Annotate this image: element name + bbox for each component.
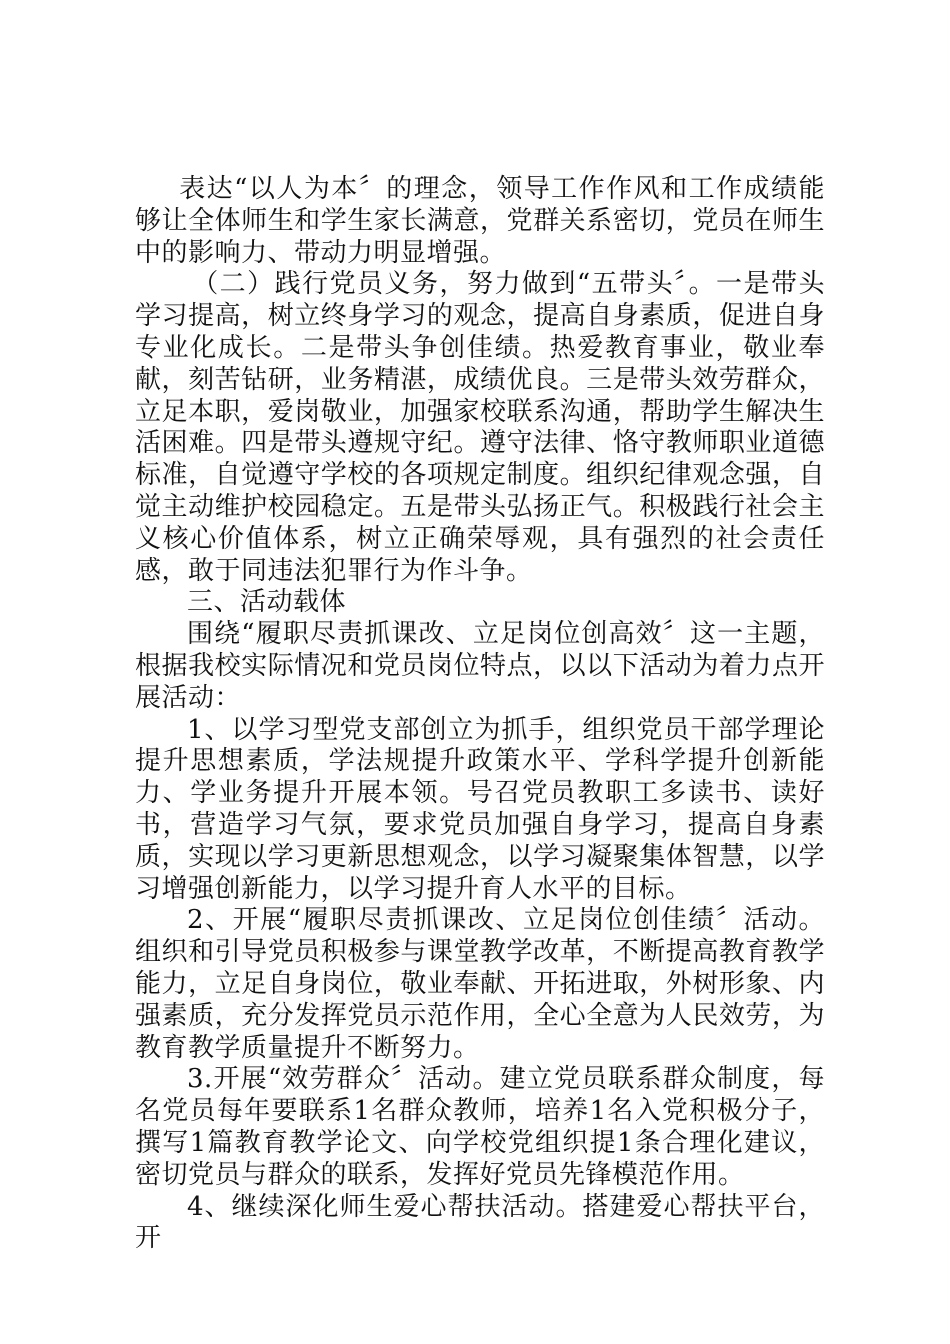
paragraph-2: （二）践行党员义务，努力做到“五带头〞。一是带头学习提高，树立终身学习的观念，提高自身素质，促进自身专业化成长。二是带头争创佳绩。热爱教育事业，敬业奉献，刻苦钻研，业务精湛，成绩优良。三是带头效劳群众，立足本职，爱岗敬业，加强家校联系沟通，帮助学生解决生活困难。四是带头遵规守纪。遵守法律、恪守教师职业道德标准，自觉遵守学校的各项规定制度。组织纪律观念强，自觉主动维护校园稳定。五是带头弘扬正气。积极践行社会主义核心价值体系，树立正确荣辱观，具有强烈的社会责任感，敢于同违法犯罪行为作斗争。	[135, 269, 825, 586]
paragraph-5: 2、开展“履职尽责抓课改、立足岗位创佳绩〞活动。组织和引导党员积极参与课堂教学改革，不断提高教育教学能力，立足自身岗位，敬业奉献、开拓进取，外树形象、内强素质，充分发挥党员示范作用，全心全意为人民效劳，为教育教学质量提升不断努力。	[135, 905, 825, 1063]
document-body	[135, 174, 825, 1255]
paragraph-4: 1、以学习型党支部创立为抓手，组织党员干部学理论提升思想素质，学法规提升政策水平、学科学提升创新能力、学业务提升开展本领。号召党员教职工多读书、读好书，营造学习气氛，要求党员加强自身学习，提高自身素质，实现以学习更新思想观念，以学习凝聚集体智慧，以学习增强创新能力，以学习提升育人水平的目标。	[135, 714, 825, 904]
paragraph-1: 表达“以人为本〞的理念，领导工作作风和工作成绩能够让全体师生和学生家长满意，党群关系密切，党员在师生中的影响力、带动力明显增强。	[135, 174, 825, 268]
paragraph-7: 4、继续深化师生爱心帮扶活动。搭建爱心帮扶平台，开	[135, 1191, 825, 1254]
paragraph-3: 围绕“履职尽责抓课改、立足岗位创高效〞这一主题，根据我校实际情况和党员岗位特点，以以下活动为着力点开展活动：	[135, 619, 825, 713]
section-heading: 三、活动载体	[187, 587, 347, 618]
paragraph-6: 3.开展“效劳群众〞活动。建立党员联系群众制度，每名党员每年要联系1名群众教师，培养1名入党积极分子，撰写1篇教育教学论文、向学校党组织提1条合理化建议，密切党员与群众的联系，发挥好党员先锋模范作用。	[135, 1064, 825, 1190]
